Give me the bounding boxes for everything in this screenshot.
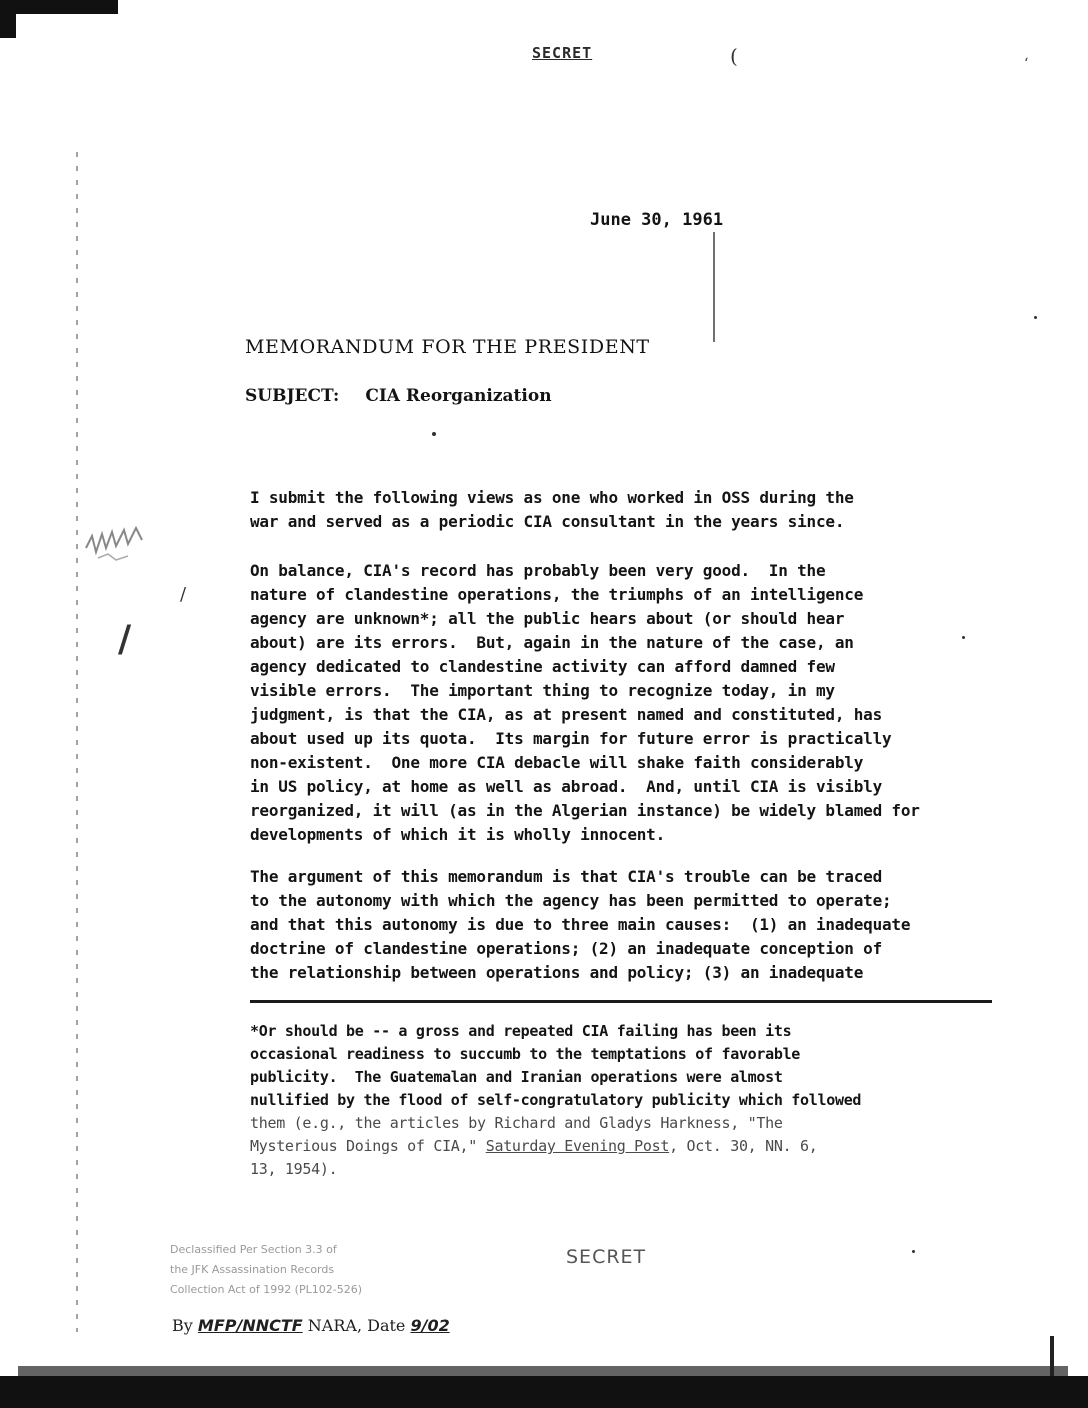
scan-corner-bar-vertical xyxy=(0,0,16,38)
scan-speck xyxy=(1034,316,1037,319)
text-line: nature of clandestine operations, the triumphs of an intelligence xyxy=(250,585,864,604)
text-line: about) are its errors. But, again in the nature of the case, an xyxy=(250,633,854,652)
declass-nara-label: NARA, Date xyxy=(307,1316,406,1335)
declass-line: Collection Act of 1992 (PL102-526) xyxy=(170,1283,362,1296)
margin-pen-tick: / xyxy=(180,584,187,605)
paragraph-2 xyxy=(250,559,1020,847)
text-line: doctrine of clandestine operations; (2) an inadequate conception of xyxy=(250,939,882,958)
text-line: visible errors. The important thing to recognize today, in my xyxy=(250,681,835,700)
text-line: and that this autonomy is due to three main causes: (1) an inadequate xyxy=(250,915,911,934)
classification-mark: SECRET xyxy=(532,44,593,62)
footer-classification-stamp: SECRET xyxy=(566,1246,647,1268)
declassification-stamp xyxy=(170,1240,362,1300)
declass-by-value: MFP/NNCTF xyxy=(197,1316,303,1335)
subject-label: SUBJECT: xyxy=(245,386,340,406)
scan-speck xyxy=(912,1250,915,1253)
memo-date: June 30, 1961 xyxy=(590,210,724,230)
text-line: The argument of this memorandum is that CIA's trouble can be traced xyxy=(250,867,882,886)
margin-scribble-icon xyxy=(82,518,162,568)
text-line: about used up its quota. Its margin for future error is practically xyxy=(250,729,892,748)
declassification-signature xyxy=(172,1316,450,1335)
declass-date-value: 9/02 xyxy=(410,1316,450,1335)
scan-left-edge xyxy=(76,152,78,1332)
text-line: reorganized, it will (as in the Algerian instance) be widely blamed for xyxy=(250,801,920,820)
footnote-article-title: Mysterious Doings of CIA," xyxy=(250,1137,486,1155)
text-line: agency are unknown*; all the public hears about (or should hear xyxy=(250,609,845,628)
text-line: On balance, CIA's record has probably been very good. In the xyxy=(250,561,826,580)
footnote xyxy=(250,1020,1020,1181)
subject-value: CIA Reorganization xyxy=(365,386,552,406)
text-line: non-existent. One more CIA debacle will shake faith considerably xyxy=(250,753,864,772)
footnote-line: publicity. The Guatemalan and Iranian operations were almost xyxy=(250,1068,783,1086)
scan-fold-line xyxy=(713,232,715,342)
stray-paren-mark: ( xyxy=(730,44,738,68)
text-line: to the autonomy with which the agency has been permitted to operate; xyxy=(250,891,892,910)
footnote-line: occasional readiness to succumb to the temptations of favorable xyxy=(250,1045,801,1063)
footnote-line: 13, 1954). xyxy=(250,1160,338,1178)
footnote-line xyxy=(250,1135,1020,1158)
footnote-line: *Or should be -- a gross and repeated CIA failing has been its xyxy=(250,1022,792,1040)
text-line: in US policy, at home as well as abroad. And, until CIA is visibly xyxy=(250,777,882,796)
text-line: I submit the following views as one who worked in OSS during the xyxy=(250,488,854,507)
scan-right-edge-mark xyxy=(1050,1336,1054,1376)
declass-line: Declassified Per Section 3.3 of xyxy=(170,1243,337,1256)
paragraph-1 xyxy=(250,486,1020,534)
text-line: agency dedicated to clandestine activity can afford damned few xyxy=(250,657,835,676)
scan-bottom-bar xyxy=(0,1376,1088,1408)
footnote-line: them (e.g., the articles by Richard and Gladys Harkness, "The xyxy=(250,1114,783,1132)
footnote-citation: , Oct. 30, NN. 6, xyxy=(669,1137,818,1155)
scan-corner-bar xyxy=(0,0,118,14)
memo-subject xyxy=(245,386,552,406)
scan-speck xyxy=(432,432,436,436)
text-line: war and served as a periodic CIA consultant in the years since. xyxy=(250,512,845,531)
declass-by-label: By xyxy=(172,1316,193,1335)
declass-line: the JFK Assassination Records xyxy=(170,1263,335,1276)
footnote-line: nullified by the flood of self-congratulatory publicity which followed xyxy=(250,1091,862,1109)
margin-pen-mark: / xyxy=(118,618,132,660)
text-line: judgment, is that the CIA, as at present named and constituted, has xyxy=(250,705,882,724)
text-line: developments of which it is wholly innocent. xyxy=(250,825,666,844)
stray-tick-mark: ‘ xyxy=(1024,56,1029,72)
paragraph-3 xyxy=(250,865,1020,985)
text-line: the relationship between operations and policy; (3) an inadequate xyxy=(250,963,864,982)
footnote-publication: Saturday Evening Post xyxy=(485,1137,670,1155)
footnote-divider xyxy=(250,1000,992,1003)
memo-title: MEMORANDUM FOR THE PRESIDENT xyxy=(245,336,650,358)
